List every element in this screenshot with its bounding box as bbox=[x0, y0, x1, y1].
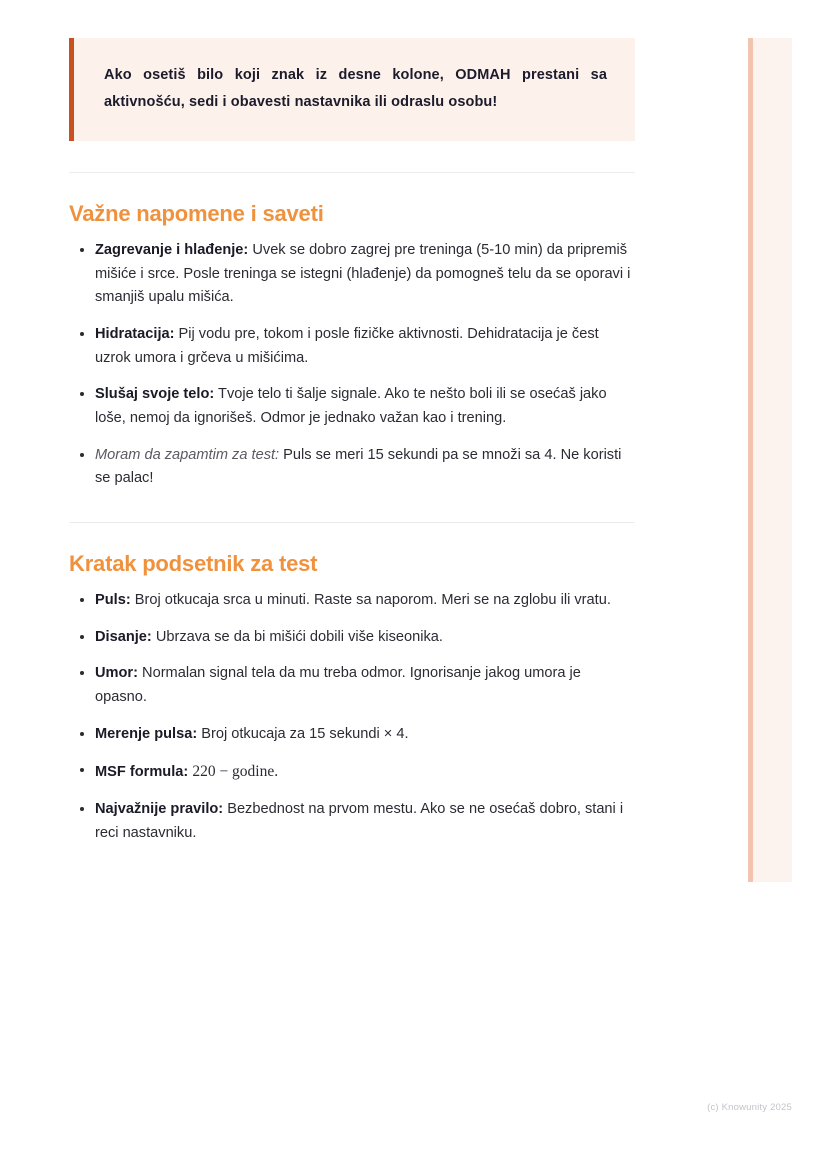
section-heading: Kratak podsetnik za test bbox=[69, 550, 318, 576]
list-item bbox=[69, 239, 635, 310]
list-item-lead: Hidratacija: bbox=[95, 325, 175, 342]
list-item bbox=[69, 723, 635, 747]
list-item-body: Broj otkucaja srca u minuti. Raste sa naporom. Meri se na zglobu ili vratu. bbox=[130, 592, 611, 609]
list-item bbox=[69, 626, 635, 650]
list-item-lead: Merenje pulsa: bbox=[95, 725, 198, 742]
list-item-body: Broj otkucaja za 15 sekundi × 4. bbox=[197, 725, 409, 742]
section-heading: Važne napomene i saveti bbox=[69, 200, 324, 226]
list-item bbox=[69, 759, 635, 785]
list-item-body: Puls se meri 15 sekundi pa se množi sa 4. Ne koristi se palac! bbox=[95, 446, 622, 487]
list-item bbox=[69, 798, 635, 845]
list-item-lead: Puls: bbox=[95, 592, 131, 609]
right-decorative-strip bbox=[748, 38, 792, 882]
list-item-lead: Umor: bbox=[95, 665, 138, 682]
list-item-lead: Zagrevanje i hlađenje: bbox=[95, 242, 249, 259]
notes-list bbox=[69, 239, 635, 491]
list-item-lead: Disanje: bbox=[95, 628, 152, 645]
list-item-lead: Najvažnije pravilo: bbox=[95, 801, 224, 818]
warning-callout bbox=[69, 38, 635, 141]
summary-list bbox=[69, 589, 635, 845]
list-item-body: Uvek se dobro zagrej pre treninga (5-10 min) da pripremiš mišiće i srce. Posle treninga se istegni (hlađenje) da pomogneš telu da se oporavi i smanjiš upalu mišića. bbox=[95, 242, 631, 306]
list-item bbox=[69, 589, 635, 613]
list-item bbox=[69, 444, 635, 491]
list-item-body: Normalan signal tela da mu treba odmor. Ignorisanje jakog umora je opasno. bbox=[95, 665, 581, 706]
section-important-notes bbox=[69, 201, 635, 491]
list-item-lead: MSF formula: bbox=[95, 764, 189, 781]
list-item-body: Ubrzava se da bi mišići dobili više kiseonika. bbox=[151, 628, 443, 645]
list-item-body: Tvoje telo ti šalje signale. Ako te nešto boli ili se osećaš jako loše, nemoj da ignorišeš. Odmor je jednako važan kao i trening. bbox=[95, 386, 607, 426]
list-item-body: Bezbednost na prvom mestu. Ako se ne osećaš dobro, stani i reci nastavniku. bbox=[95, 801, 624, 841]
list-item-lead: Slušaj svoje telo: bbox=[95, 386, 215, 403]
divider-middle bbox=[69, 522, 635, 523]
list-item-lead: Moram da zapamtim za test: bbox=[95, 446, 280, 463]
list-item bbox=[69, 323, 635, 370]
formula-expression: 220 − godine. bbox=[192, 763, 279, 781]
section-test-summary bbox=[69, 551, 635, 846]
footer-copyright: (c) Knowunity 2025 bbox=[707, 1102, 792, 1113]
list-item bbox=[69, 662, 635, 709]
divider-top bbox=[69, 172, 635, 173]
document-page bbox=[69, 0, 635, 845]
right-strip-accent-bar bbox=[748, 38, 753, 882]
list-item-body: Pij vodu pre, tokom i posle fizičke aktivnosti. Dehidratacija je čest uzrok umora i grčeva u mišićima. bbox=[95, 325, 599, 366]
list-item bbox=[69, 383, 635, 430]
warning-callout-text: Ako osetiš bilo koji znak iz desne kolone, ODMAH prestani sa aktivnošću, sedi i obavesti nastavnika ili odraslu osobu! bbox=[104, 67, 607, 110]
